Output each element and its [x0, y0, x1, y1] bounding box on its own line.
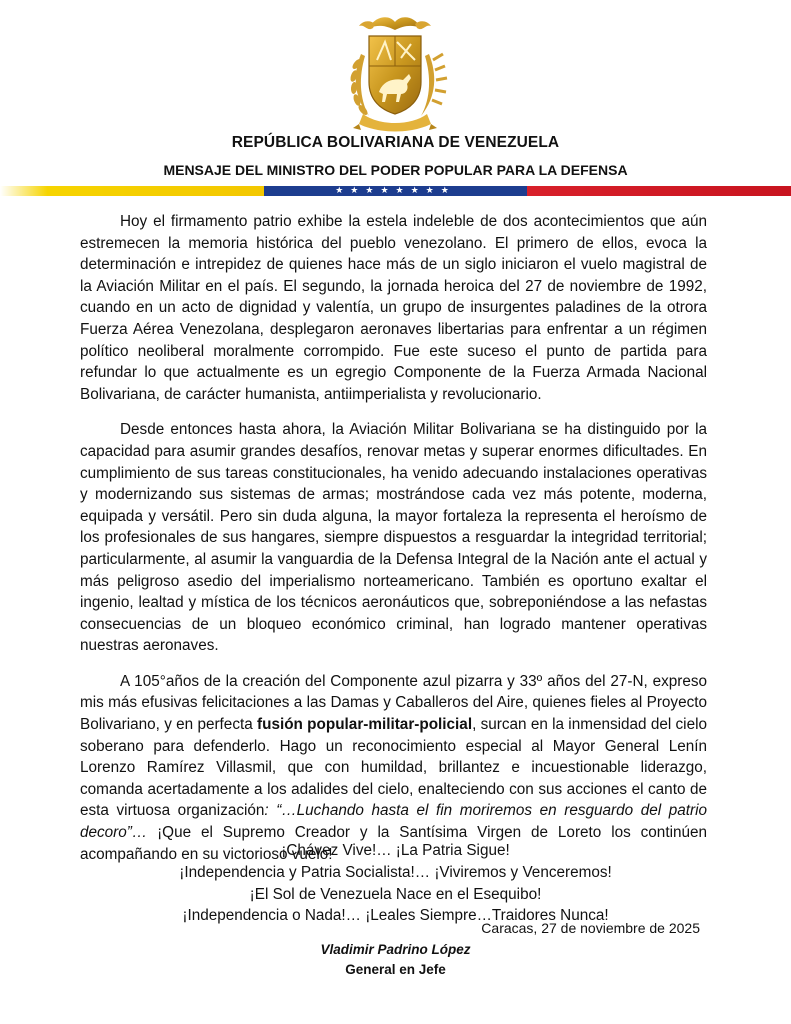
slogan-line: ¡Independencia o Nada!… ¡Leales Siempre…Traidores Nunca!	[182, 907, 609, 925]
paragraph-1: Hoy el firmamento patrio exhibe la estela indeleble de dos acontecimientos que aún estremecen la memoria histórica del pueblo venezolano. El primero de ellos, evoca la determinación e intrepidez de quienes hace más de un siglo iniciaron el vuelo magistral de la Aviación Militar en el país. El segundo, la jornada heroica del 27 de noviembre de 1992, cuando en un acto de dignidad y valentía, un grupo de insurgentes paladines de la otrora Fuerza Aérea Venezolana, desplegaron aeronaves libertarias para enfrentar a un régimen político neoliberal moralmente corrompido. Fue este suceso el punto de partida para refundar lo que actualmente es un egregio Componente de la Fuerza Armada Nacional Bolivariana, de carácter humanista, antiimperialista y revolucionario.	[80, 213, 707, 403]
signatory-rank: General en Jefe	[345, 962, 446, 977]
paragraph-3-quote: : “…Luchando hasta el fin moriremos en resguardo del patrio decoro”…	[80, 802, 707, 842]
document-title: MENSAJE DEL MINISTRO DEL PODER POPULAR PARA LA DEFENSA	[163, 162, 628, 178]
paragraph-2: Desde entonces hasta ahora, la Aviación Militar Bolivariana se ha distinguido por la capacidad para asumir grandes desafíos, renovar metas y superar enormes dificultades. En cumplimiento de sus tareas constitucionales, ha venido adecuando instalaciones operativas y modernizando sus sistemas de armas; mostrándose cada vez más potente, moderna, equipada y versátil. Pero sin duda alguna, la mayor fortaleza la representa el heroísmo de los profesionales de sus hangares, siempre dispuestos a resguardar la integridad territorial; particularmente, al asumir la vanguardia de la Defensa Integral de la Nación ante el actual y más peligroso asedio del imperialismo norteamericano. También es oportuno exaltar el ingenio, lealtad y mística de los técnicos aeronáuticos que, sobreponiéndose a las nefastas consecuencias de un bloqueo económico criminal, han logrado mantener operativas nuestras aeronaves.	[80, 421, 707, 655]
slogan-line: ¡El Sol de Venezuela Nace en el Esequibo!	[249, 885, 542, 903]
paragraph-3	[80, 671, 707, 865]
paragraph-3-text-2: , surcan en la inmensidad del cielo soberano para defenderlo. Hago un reconocimiento especial al Mayor General Lenín Lorenzo Ramírez Villasmil, que con humildad, brillantez e incuestionable liderazgo, comanda acertadamente a los adalides del cielo, enalteciendo con sus acciones el canto de esta virtuosa organización	[80, 716, 707, 820]
flag-band-blue	[264, 186, 528, 196]
message-body	[80, 211, 707, 879]
paragraph-3-text-3: ¡Que el Supremo Creador y la Santísima Virgen de Loreto los continúen acompañando en su victorioso vuelo!	[80, 824, 707, 863]
paragraph-3-bold: fusión popular-militar-policial	[257, 716, 473, 734]
date-line: Caracas, 27 de noviembre de 2025	[481, 920, 700, 936]
country-heading: REPÚBLICA BOLIVARIANA DE VENEZUELA	[231, 134, 560, 151]
flag-band	[0, 186, 791, 196]
slogan-line: ¡Chávez Vive!… ¡La Patria Sigue!	[281, 842, 510, 859]
star-icon: ★★★★★★★★	[335, 186, 456, 196]
slogans	[0, 840, 791, 927]
coat-of-arms-icon	[339, 14, 451, 136]
slogan-line: ¡Independencia y Patria Socialista!… ¡Viviremos y Venceremos!	[179, 863, 612, 881]
flag-band-yellow	[0, 186, 264, 196]
paragraph-3-text: A 105°años de la creación del Componente azul pizarra y 33º años del 27-N, expreso mis más efusivas felicitaciones a las Damas y Caballeros del Aire, quienes fieles al Proyecto Bolivariano, y en perfecta	[80, 672, 707, 734]
signatory-name: Vladimir Padrino López	[320, 942, 471, 957]
flag-band-red	[527, 186, 791, 196]
